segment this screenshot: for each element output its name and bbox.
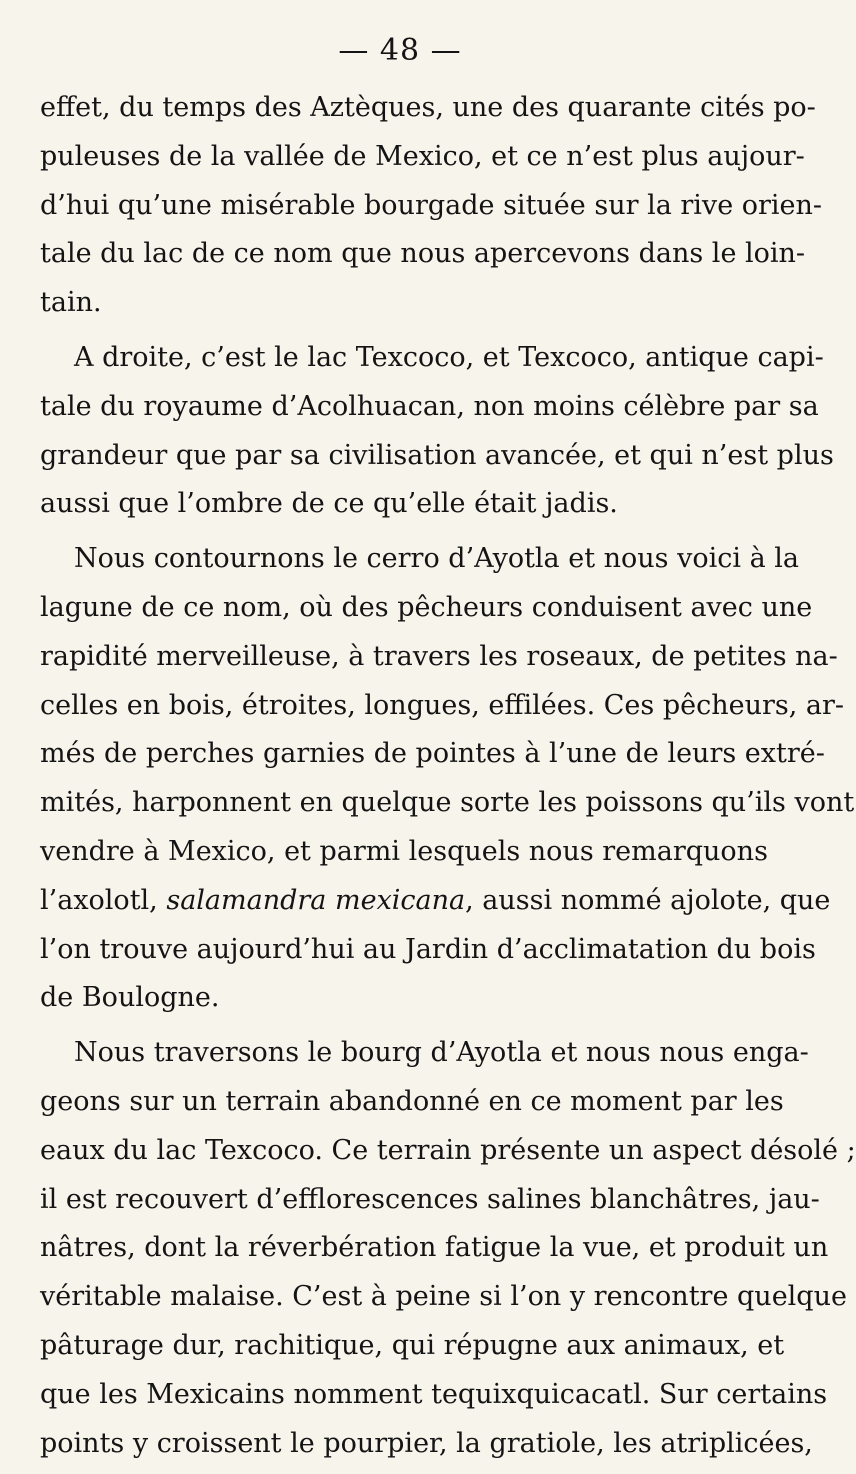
text-line: effet, du temps des Aztèques, une des quarante cités po- — [40, 92, 816, 123]
text-line: celles en bois, étroites, longues, effilées. Ces pêcheurs, ar- — [40, 689, 845, 721]
text-line: mités, harponnent en quelque sorte les poissons qu’ils vont — [40, 787, 855, 819]
text-line: rapidité merveilleuse, à travers les roseaux, de petites na- — [40, 640, 838, 672]
text-line: nâtres, dont la réverbération fatigue la vue, et produit un — [40, 1232, 829, 1264]
text-line: puleuses de la vallée de Mexico, et ce n’est plus aujour- — [40, 140, 805, 172]
text-line — [40, 877, 831, 926]
text-line: A droite, c’est le lac Texcoco, et Texcoco, antique capi- — [74, 341, 824, 373]
text-line: de Boulogne. — [40, 982, 220, 1014]
text-fragment: l’axolotl, — [40, 884, 167, 916]
text-line: l’on trouve aujourd’hui au Jardin d’acclimatation du bois — [40, 933, 816, 965]
text-line: eaux du lac Texcoco. Ce terrain présente un aspect désolé ; — [40, 1134, 856, 1166]
text-line: que les Mexicains nomment tequixquicacatl. Sur certains — [40, 1378, 828, 1410]
body-text — [40, 84, 856, 1468]
text-line: geons sur un terrain abandonné en ce moment par les — [40, 1085, 784, 1117]
text-line: il est recouvert d’efflorescences salines blanchâtres, jau- — [40, 1183, 820, 1215]
text-line: Nous traversons le bourg d’Ayotla et nous nous enga- — [74, 1037, 809, 1069]
text-line: tale du royaume d’Acolhuacan, non moins célèbre par sa — [40, 390, 819, 422]
text-line: més de perches garnies de pointes à l’une de leurs extré- — [40, 738, 825, 770]
text-line: tale du lac de ce nom que nous apercevons dans le loin- — [40, 238, 806, 270]
text-line: grandeur que par sa civilisation avancée, et qui n’est plus — [40, 439, 834, 471]
text-line: aussi que l’ombre de ce qu’elle était jadis. — [40, 488, 618, 520]
text-line: Nous contournons le cerro d’Ayotla et nous voici à la — [74, 543, 800, 575]
text-line: pâturage dur, rachitique, qui répugne aux animaux, et — [40, 1329, 785, 1361]
text-line: véritable malaise. C’est à peine si l’on y rencontre quelque — [40, 1281, 847, 1313]
text-line: d’hui qu’une misérable bourgade située sur la rive orien- — [40, 189, 823, 221]
text-line: tain. — [40, 287, 102, 319]
species-name: salamandra mexicana — [166, 884, 466, 916]
text-line: points y croissent le pourpier, la gratiole, les atriplicées, — [40, 1427, 813, 1459]
text-line: vendre à Mexico, et parmi lesquels nous remarquons — [40, 835, 768, 867]
text-fragment: , aussi nommé ajolote, que — [465, 884, 831, 916]
text-line: lagune de ce nom, où des pêcheurs conduisent avec une — [40, 591, 813, 623]
page-number: — 48 — — [338, 33, 462, 68]
